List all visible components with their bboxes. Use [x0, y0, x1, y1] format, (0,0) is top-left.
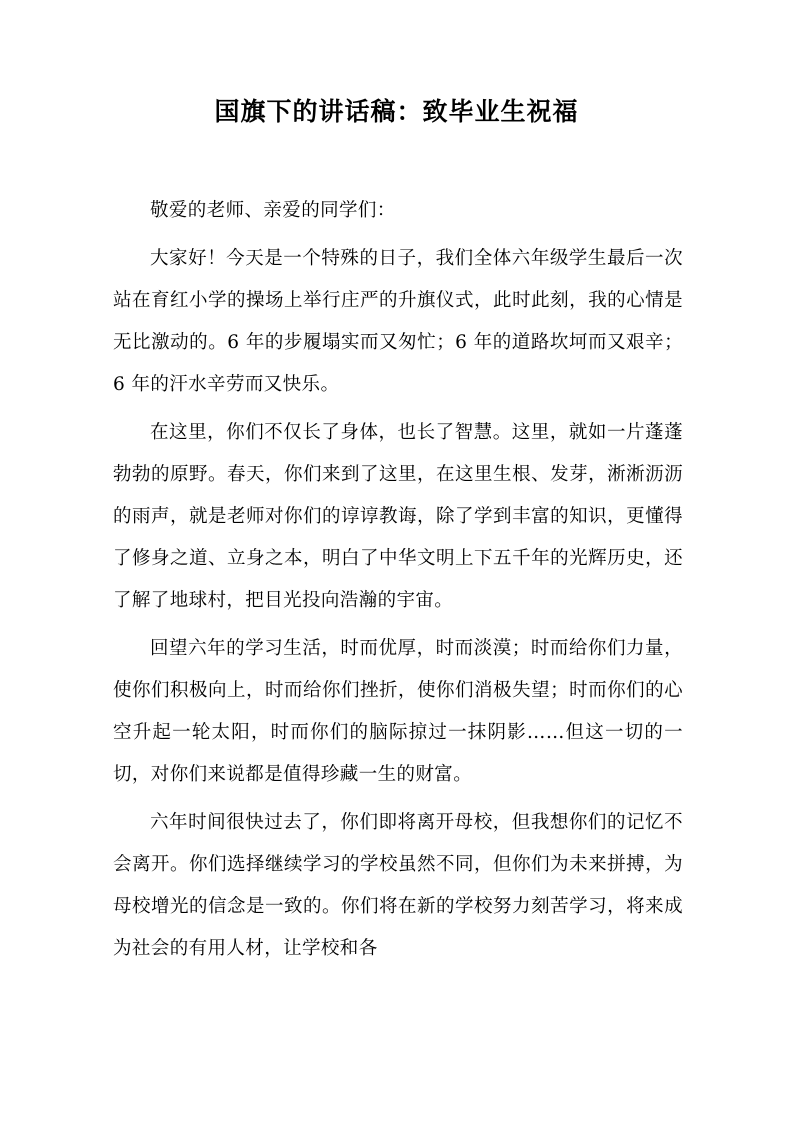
document-body: [113, 190, 683, 976]
page-title: 国旗下的讲话稿：致毕业生祝福: [214, 97, 579, 126]
paragraph-4: 六年时间很快过去了，你们即将离开母校，但我想你们的记忆不会离开。你们选择继续学习的学校虽然不同，但你们为未来拼搏，为母校增光的信念是一致的。你们将在新的学校努力刻苦学习，将来成为社会的有用人材，让学校和各: [113, 812, 683, 959]
paragraph-salutation: 敬爱的老师、亲爱的同学们：: [150, 200, 396, 221]
paragraph-2: 在这里，你们不仅长了身体，也长了智慧。这里，就如一片蓬蓬勃勃的原野。春天，你们来到了这里，在这里生根、发芽，淅淅沥沥的雨声，就是老师对你们的谆谆教诲，除了学到丰富的知识，更懂得了修身之道、立身之本，明白了中华文明上下五千年的光辉历史，还了解了地球村，把目光投向浩瀚的宇宙。: [113, 422, 683, 611]
paragraph-1: 大家好！今天是一个特殊的日子，我们全体六年级学生最后一次站在育红小学的操场上举行庄严的升旗仪式，此时此刻，我的心情是无比激动的。6 年的步履塌实而又匆忙；6 年的道路坎坷而又艰辛；6 年的汗水辛劳而又快乐。: [113, 248, 683, 395]
paragraph-3: 回望六年的学习生活，时而优厚，时而淡漠；时而给你们力量，使你们积极向上，时而给你们挫折，使你们消极失望；时而你们的心空升起一轮太阳，时而你们的脑际掠过一抹阴影……但这一切的一切，对你们来说都是值得珍藏一生的财富。: [113, 638, 683, 785]
